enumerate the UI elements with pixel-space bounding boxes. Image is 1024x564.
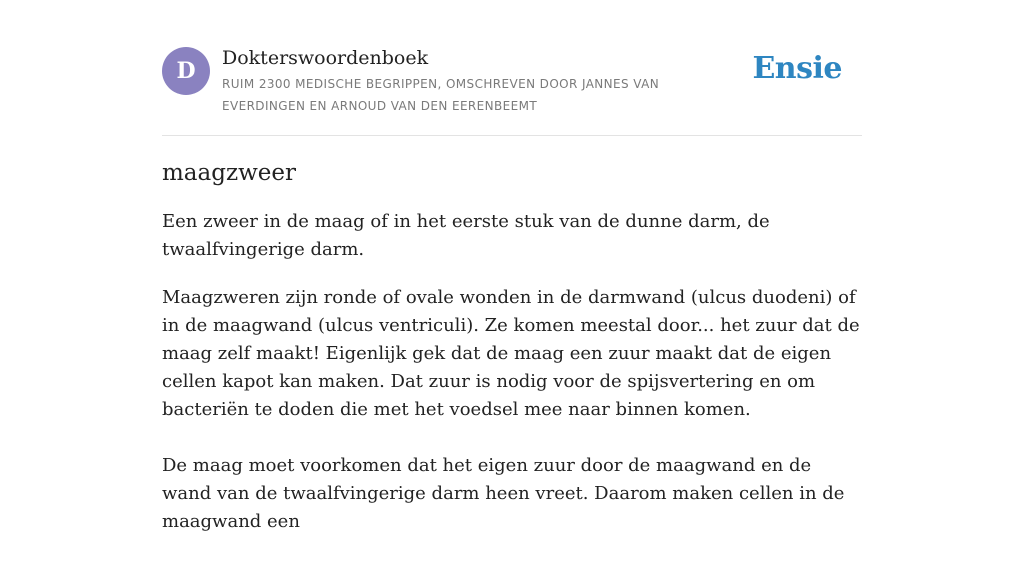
- source-header: [162, 47, 862, 136]
- source-avatar[interactable]: D: [162, 47, 210, 95]
- ensie-logo[interactable]: Ensie: [752, 51, 842, 86]
- entry-lead: Een zweer in de maag of in het eerste stuk van de dunne darm, de twaalfvingerige darm.: [162, 211, 770, 260]
- entry-paragraph: De maag moet voorkomen dat het eigen zuur door de maagwand en de wand van de twaalfvingerige darm heen vreet. Daarom maken cellen in de maagwand een: [162, 455, 845, 532]
- entry-term: maagzweer: [162, 160, 296, 186]
- entry-content: [162, 160, 864, 564]
- source-description: RUIM 2300 MEDISCHE BEGRIPPEN, OMSCHREVEN DOOR JANNES VAN EVERDINGEN EN ARNOUD VAN DEN EERENBEEMT: [222, 77, 660, 113]
- entry-paragraph: Maagzweren zijn ronde of ovale wonden in de darmwand (ulcus duodeni) of in de maagwand (ulcus ventriculi). Ze komen meestal door... het zuur dat de maag zelf maakt! Eigenlijk gek dat de maag een zuur maakt dat de eigen cellen kapot kan maken. Dat zuur is nodig voor de spijsvertering en om bacteriën te doden die met het voedsel mee naar binnen komen.: [162, 287, 860, 420]
- source-name-link[interactable]: Dokterswoordenboek: [222, 47, 429, 69]
